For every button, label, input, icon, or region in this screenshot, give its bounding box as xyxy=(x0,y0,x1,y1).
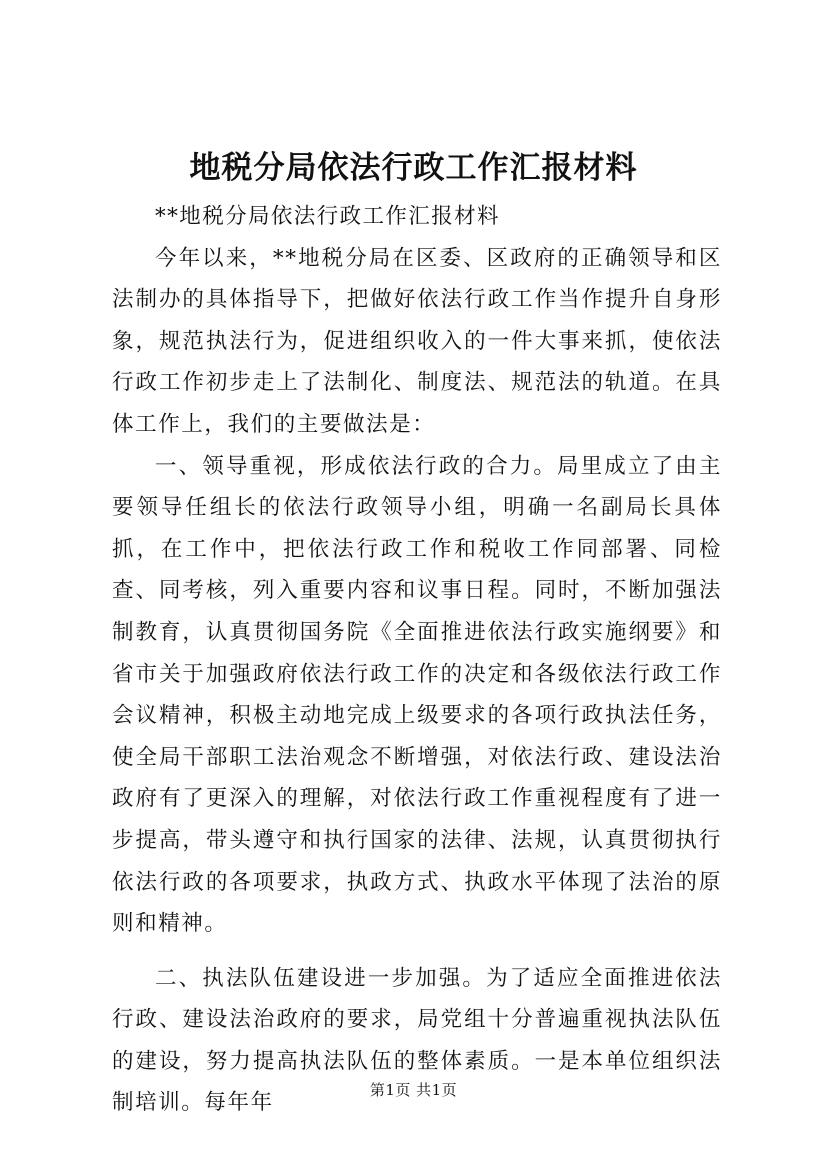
page-footer: 第1页 共1页 xyxy=(369,1081,458,1099)
document-body xyxy=(112,196,722,1124)
paragraph-section-two: 二、执法队伍建设进一步加强。为了适应全面推进依法行政、建设法治政府的要求，局党组十分普遍重视执法队伍的建设，努力提高执法队伍的整体素质。一是本单位组织法制培训。每年年 xyxy=(112,965,722,1116)
paragraph-section-one: 一、领导重视，形成依法行政的合力。局里成立了由主要领导任组长的依法行政领导小组，明确一名副局长具体抓，在工作中，把依法行政工作和税收工作同部署、同检查、同考核，列入重要内容和议事日程。同时，不断加强法制教育，认真贯彻国务院《全面推进依法行政实施纲要》和省市关于加强政府依法行政工作的决定和各级依法行政工作会议精神，积极主动地完成上级要求的各项行政执法任务，使全局干部职工法治观念不断增强，对依法行政、建设法治政府有了更深入的理解，对依法行政工作重视程度有了进一步提高，带头遵守和执行国家的法律、法规，认真贯彻执行依法行政的各项要求，执政方式、执政水平体现了法治的原则和精神。 xyxy=(112,453,722,937)
document-title: 地税分局依法行政工作汇报材料 xyxy=(189,150,638,186)
paragraph-intro: 今年以来，**地税分局在区委、区政府的正确领导和区法制办的具体指导下，把做好依法行政工作当作提升自身形象，规范执法行为，促进组织收入的一件大事来抓，使依法行政工作初步走上了法制化、制度法、规范法的轨道。在具体工作上，我们的主要做法是： xyxy=(112,245,722,437)
document-subtitle: **地税分局依法行政工作汇报材料 xyxy=(155,204,500,229)
